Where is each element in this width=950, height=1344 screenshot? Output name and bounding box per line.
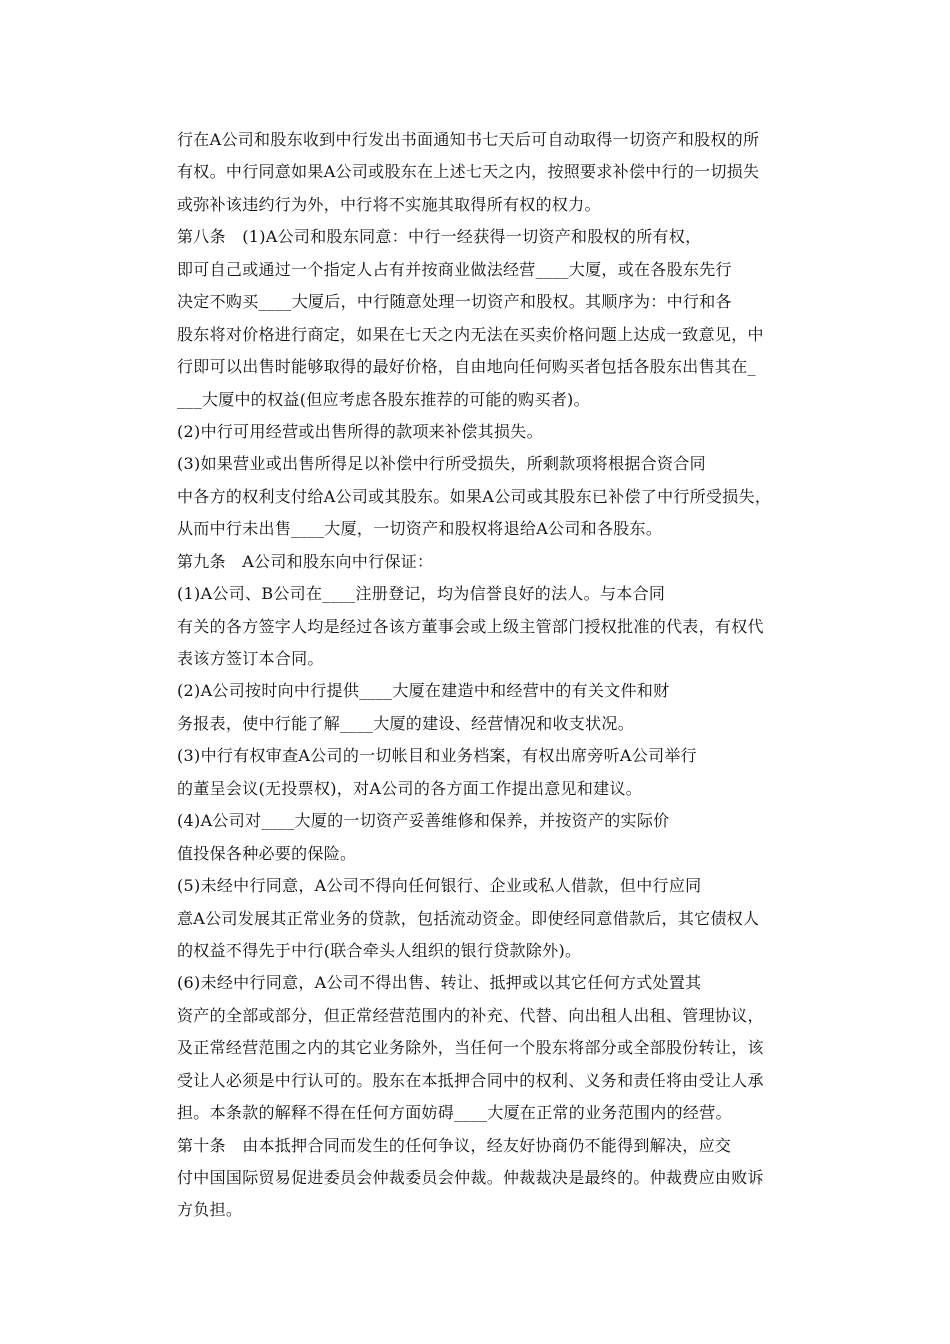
text-line: 及正常经营范围之内的其它业务除外，当任何一个股东将部分或全部股份转让，该 [177, 1038, 764, 1058]
text-line: (2)A公司按时向中行提供____大厦在建造中和经营中的有关文件和财 [177, 681, 670, 701]
text-line: 意A公司发展其正常业务的贷款，包括流动资金。即使经同意借款后，其它债权人 [177, 908, 760, 928]
text-line: ___大厦中的权益(但应考虑各股东推荐的可能的购买者)。 [177, 389, 590, 409]
text-line: 行即可以出售时能够取得的最好价格，自由地向任何购买者包括各股东出售其在_ [177, 357, 756, 377]
text-line: 有权。中行同意如果A公司或股东在上述七天之内，按照要求补偿中行的一切损失 [177, 162, 760, 182]
text-line: (3)中行有权审查A公司的一切帐目和业务档案，有权出席旁听A公司举行 [177, 746, 697, 766]
document-body [177, 124, 787, 1227]
text-line: 或弥补该违约行为外，中行将不实施其取得所有权的权力。 [177, 194, 601, 214]
text-line: 的董呈会议(无投票权)，对A公司的各方面工作提出意见和建议。 [177, 778, 643, 798]
text-line: 受让人必须是中行认可的。股东在本抵押合同中的权利、义务和责任将由受让人承 [177, 1070, 764, 1090]
text-line: 股东将对价格进行商定，如果在七天之内无法在买卖价格问题上达成一致意见，中 [177, 324, 764, 344]
text-line: 即可自己或通过一个指定人占有并按商业做法经营____大厦，或在各股东先行 [177, 259, 732, 279]
text-line: 付中国国际贸易促进委员会仲裁委员会仲裁。仲裁裁决是最终的。仲裁费应由败诉 [177, 1168, 764, 1187]
text-line: (1)A公司、B公司在____注册登记，均为信誉良好的法人。与本合同 [177, 584, 666, 604]
article-9-heading-line: 第九条 A公司和股东向中行保证： [177, 551, 434, 571]
text-line: 决定不购买____大厦后，中行随意处理一切资产和股权。其顺序为：中行和各 [177, 292, 732, 312]
text-line: 值投保各种必要的保险。 [177, 843, 357, 863]
text-line: 从而中行未出售____大厦，一切资产和股权将退给A公司和各股东。 [177, 519, 663, 539]
text-line: 有关的各方签字人均是经过各该方董事会或上级主管部门授权批准的代表，有权代 [177, 616, 764, 636]
text-line: 资产的全部或部分，但正常经营范围内的补充、代替、向出租人出租、管理协议， [177, 1005, 764, 1025]
text-line: (3)如果营业或出售所得足以补偿中行所受损失，所剩款项将根据合资合同 [177, 454, 706, 474]
text-line: (6)未经中行同意，A公司不得出售、转让、抵押或以其它任何方式处置其 [177, 973, 702, 993]
text-line: 务报表，使中行能了解____大厦的建设、经营情况和收支状况。 [177, 713, 635, 733]
article-10-heading-line: 第十条 由本抵押合同而发生的任何争议，经友好协商仍不能得到解决，应交 [177, 1135, 732, 1155]
text-line: (2)中行可用经营或出售所得的款项来补偿其损失。 [177, 421, 543, 441]
text-line: 担。本条款的解释不得在任何方面妨碍____大厦在正常的业务范围内的经营。 [177, 1103, 732, 1123]
text-line: 的权益不得先于中行(联合牵头人组织的银行贷款除外)。 [177, 940, 582, 960]
text-line: (5)未经中行同意，A公司不得向任何银行、企业或私人借款，但中行应同 [177, 876, 702, 896]
article-8-heading-line: 第八条 (1)A公司和股东同意：中行一经获得一切资产和股权的所有权， [177, 227, 702, 247]
text-line: 表该方签订本合同。 [177, 649, 324, 668]
text-line: 中各方的权利支付给A公司或其股东。如果A公司或其股东已补偿了中行所受损失， [177, 486, 772, 506]
text-line: 行在A公司和股东收到中行发出书面通知书七天后可自动取得一切资产和股权的所 [177, 130, 760, 149]
text-line: 方负担。 [177, 1200, 243, 1220]
text-line: (4)A公司对____大厦的一切资产妥善维修和保养，并按资产的实际价 [177, 811, 670, 831]
